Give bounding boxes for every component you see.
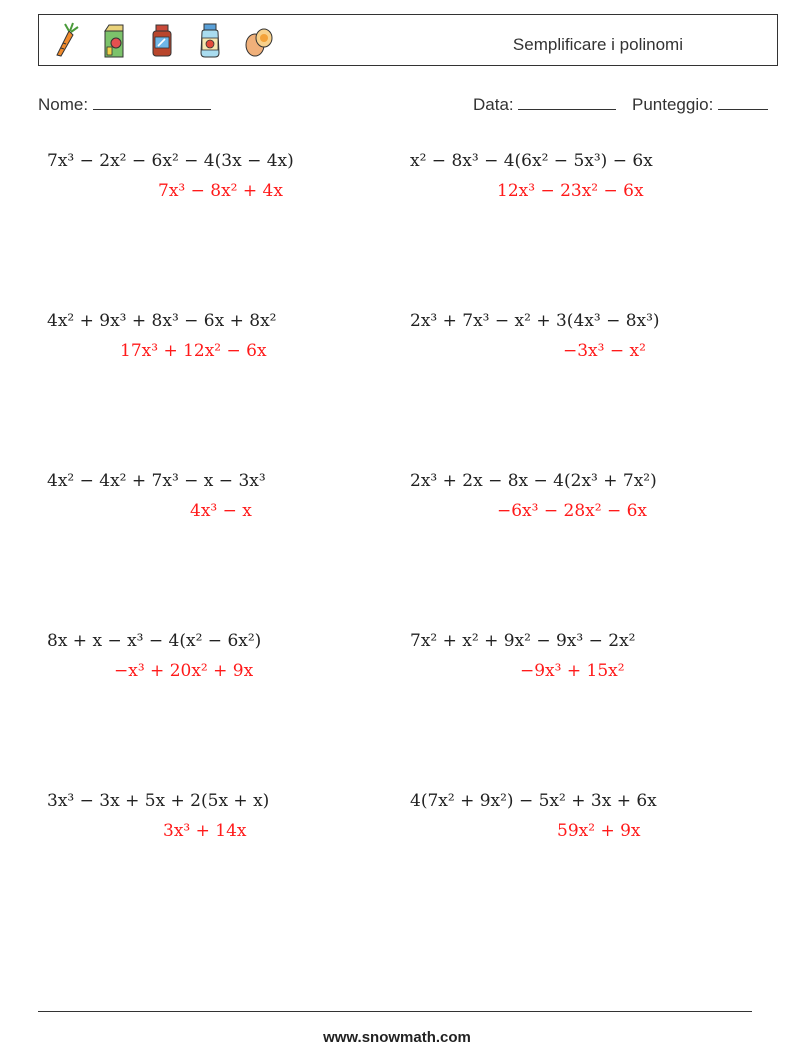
date-label: Data: <box>473 95 514 114</box>
problem-answer: −6x³ − 28x² − 6x <box>497 501 648 521</box>
juice-box-icon <box>97 21 131 59</box>
score-field <box>632 93 768 115</box>
problem-answer: 59x² + 9x <box>557 821 641 841</box>
problem-expression: 4x² + 9x³ + 8x³ − 6x + 8x² <box>47 311 277 331</box>
problem-8 <box>410 631 636 681</box>
score-blank[interactable] <box>718 93 768 110</box>
problem-4 <box>410 311 660 361</box>
problem-expression: 4x² − 4x² + 7x³ − x − 3x³ <box>47 471 266 491</box>
problem-9 <box>47 791 270 841</box>
problem-answer: 3x³ + 14x <box>163 821 247 841</box>
medicine-jar-icon <box>145 21 179 59</box>
icon-row <box>49 21 275 59</box>
problem-expression: 4(7x² + 9x²) − 5x² + 3x + 6x <box>410 791 657 811</box>
eggs-icon <box>241 21 275 59</box>
carrot-icon <box>49 21 83 59</box>
header-box <box>38 14 778 66</box>
tomato-jar-icon <box>193 21 227 59</box>
problem-7 <box>47 631 262 681</box>
problem-2 <box>410 151 653 201</box>
name-field <box>38 93 211 115</box>
problem-expression: 7x³ − 2x² − 6x² − 4(3x − 4x) <box>47 151 294 171</box>
problem-answer: −3x³ − x² <box>563 341 646 361</box>
problem-10 <box>410 791 657 841</box>
problem-expression: 8x + x − x³ − 4(x² − 6x²) <box>47 631 262 651</box>
footer-divider <box>38 1011 752 1012</box>
date-field <box>473 93 616 115</box>
problem-1 <box>47 151 294 201</box>
problem-expression: 2x³ + 2x − 8x − 4(2x³ + 7x²) <box>410 471 657 491</box>
problem-answer: 7x³ − 8x² + 4x <box>158 181 283 201</box>
name-label: Nome: <box>38 95 89 114</box>
problem-answer: 17x³ + 12x² − 6x <box>120 341 267 361</box>
page-title: Semplificare i polinomi <box>512 35 683 54</box>
problem-answer: 4x³ − x <box>190 501 252 521</box>
problem-expression: 3x³ − 3x + 5x + 2(5x + x) <box>47 791 270 811</box>
date-blank[interactable] <box>518 93 616 110</box>
footer-website[interactable]: www.snowmath.com <box>323 1029 471 1046</box>
problem-answer: −x³ + 20x² + 9x <box>114 661 254 681</box>
problem-expression: x² − 8x³ − 4(6x² − 5x³) − 6x <box>410 151 653 171</box>
problem-answer: 12x³ − 23x² − 6x <box>497 181 644 201</box>
problem-answer: −9x³ + 15x² <box>520 661 625 681</box>
problem-5 <box>47 471 266 521</box>
problem-expression: 2x³ + 7x³ − x² + 3(4x³ − 8x³) <box>410 311 660 331</box>
problem-6 <box>410 471 657 521</box>
name-blank[interactable] <box>93 93 211 110</box>
problem-3 <box>47 311 277 361</box>
score-label: Punteggio: <box>632 95 714 114</box>
problem-expression: 7x² + x² + 9x² − 9x³ − 2x² <box>410 631 636 651</box>
